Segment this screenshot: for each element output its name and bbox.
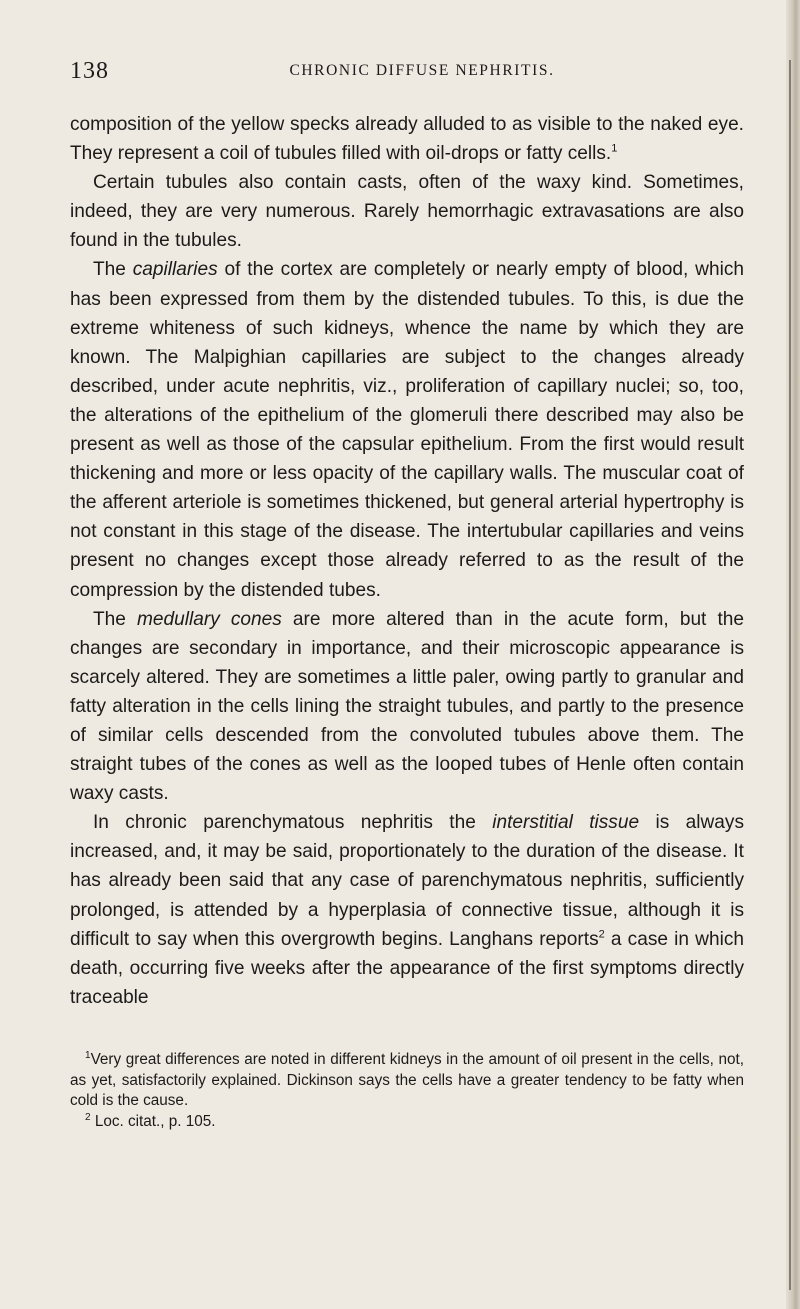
paragraph-1 [70,110,744,168]
paragraph-2: Certain tubules also contain casts, often of the waxy kind. Sometimes, indeed, they are very numerous. Rarely hemorrhagic extravasations are also found in the tubules. [70,172,744,252]
paragraph-5-text: is always increased, and, it may be said, proportionately to the duration of the disease. It has already been said that any case of parenchymatous nephritis, sufficiently prolonged, is attended by a hyperplasia of connective tissue, although it is difficult to say when this overgrowth begins. Langhans reports [70,812,744,950]
footnote-mark-1: 1 [85,1049,91,1061]
footnote-1 [70,1050,744,1112]
main-text [70,110,744,1012]
italic-term-interstitial-tissue: interstitial tissue [492,812,640,834]
page-header [70,58,744,86]
paragraph-5-lead: In chronic parenchymatous nephritis the [93,812,493,834]
paragraph-5-continuation: a case in which death, occurring five weeks after the appearance of the first symptoms directly traceable [70,928,744,1008]
footnote-1-text: Very great differences are noted in different kidneys in the amount of oil present in the cells, not, as yet, satisfactorily explained. Dickinson says the cells have a greater tendency to be fatty when cold is the cause. [70,1051,744,1110]
paragraph-4-text: are more altered than in the acute form, but the changes are secondary in importance, and their microscopic appearance is scarcely altered. They are sometimes a little paler, owing partly to granular and fatty alteration in the cells lining the straight tubules, and partly to the presence of similar cells descended from the convoluted tubules above them. The straight tubes of the cones as well as the looped tubes of Henle often contain waxy casts. [70,608,744,805]
footnote-2 [70,1112,744,1133]
footnotes [70,1050,744,1132]
paragraph-3-text: of the cortex are completely or nearly empty of blood, which has been expressed from them by the distended tubules. To this, is due the extreme whiteness of such kidneys, whence the name by which they are known. The Malpighian capillaries are subject to the changes already described, under acute nephritis, viz., proliferation of capillary nuclei; so, too, the alterations of the epithelium of the glomeruli there described may also be present as well as those of the capsular epithelium. From the first would result thickening and more or less opacity of the capillary walls. The muscular coat of the afferent arteriole is sometimes thickened, but general arterial hypertrophy is not constant in this stage of the disease. The intertubular capillaries and veins present no changes except those already referred to as the result of the compression by the distended tubes. [70,259,744,601]
paragraph-3-lead: The [93,259,133,281]
paragraph-5 [70,808,744,1012]
italic-term-capillaries: capillaries [132,259,218,281]
page-number: 138 [70,58,109,84]
paragraph-1-text: composition of the yellow specks already alluded to as visible to the naked eye. They represent a coil of tubules filled with oil-drops or fatty cells. [70,114,744,165]
italic-term-medullary-cones: medullary cones [137,608,282,630]
footnote-2-text: Loc. citat., p. 105. [94,1112,216,1130]
running-head: CHRONIC DIFFUSE NEPHRITIS. [289,62,555,79]
footnote-ref-2[interactable]: 2 [598,928,605,941]
page-edge-line [789,60,791,1290]
paragraph-4 [70,605,744,809]
paragraph-4-lead: The [93,608,137,630]
footnote-ref-1[interactable]: 1 [611,142,618,155]
footnote-mark-2: 2 [85,1111,91,1123]
paragraph-3 [70,255,744,604]
